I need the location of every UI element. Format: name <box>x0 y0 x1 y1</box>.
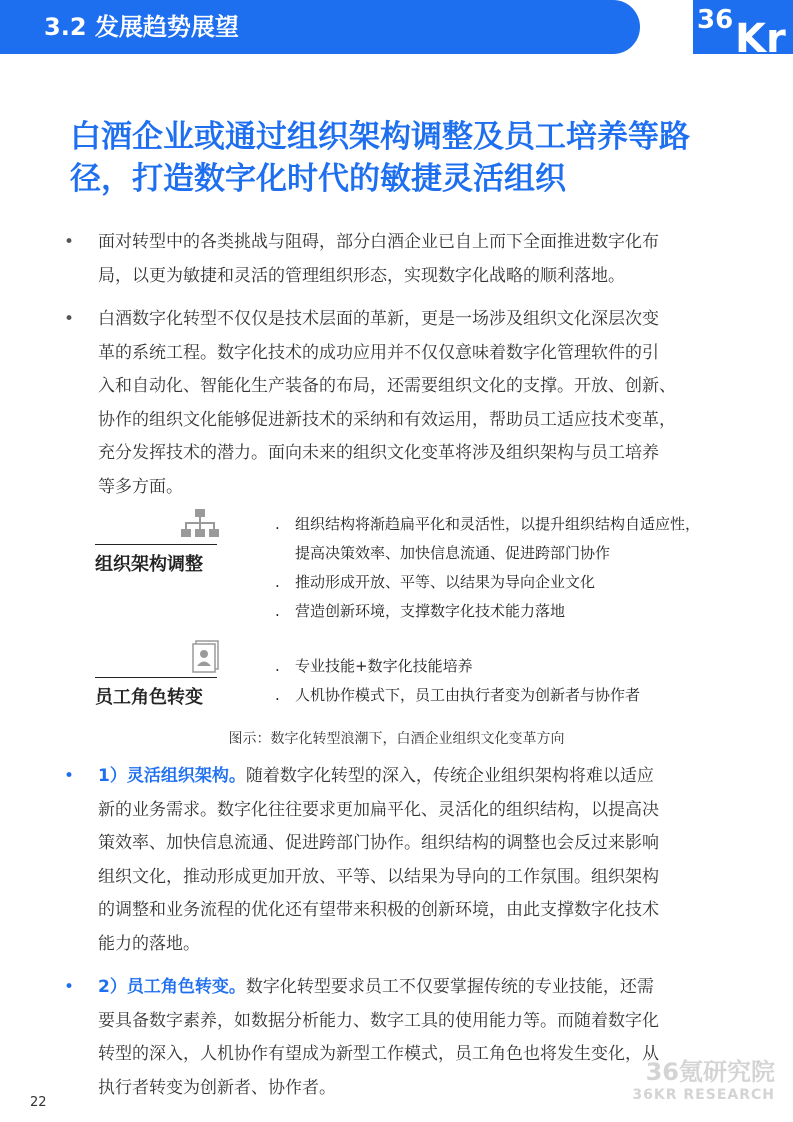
section-title: 3.2 发展趋势展望 <box>44 13 239 41</box>
text-line: 能力的落地。 <box>98 933 200 954</box>
watermark <box>632 1058 775 1104</box>
detail-bullet-1 <box>62 760 742 961</box>
diagram-items-staff <box>273 652 640 710</box>
diagram-items-org <box>273 510 700 626</box>
text-line: 转型的深入，人机协作有望成为新型工作模式，员工角色也将发生变化，从 <box>98 1044 659 1064</box>
section-header-bar <box>0 0 640 54</box>
text-line: 新的业务需求。数字化往往要求更加扁平化、灵活化的组织结构，以提高决 <box>98 799 659 820</box>
detail-title: 1）灵活组织架构。 <box>98 766 246 786</box>
page-number: 22 <box>30 1095 47 1110</box>
watermark-line-2: 36KR RESEARCH <box>632 1087 775 1103</box>
diagram-label-staff: 员工角色转变 <box>95 687 203 708</box>
text-line: 白酒数字化转型不仅仅是技术层面的革新，更是一场涉及组织文化深层次变 <box>98 309 659 329</box>
employee-card-icon <box>189 640 221 676</box>
diagram-org-structure <box>95 508 755 628</box>
page-headline <box>70 116 750 200</box>
text-line: 随着数字化转型的深入，传统企业组织架构将难以适应 <box>245 766 654 786</box>
text-line: 等多方面。 <box>98 476 183 497</box>
bullet-dot-icon: • <box>64 232 75 252</box>
org-chart-icon <box>180 508 220 542</box>
text-line: 局，以更为敏捷和灵活的管理组织形态，实现数字化战略的顺利落地。 <box>98 265 625 286</box>
headline-line-2: 径，打造数字化时代的敏捷灵活组织 <box>70 161 566 197</box>
text-line: 策效率、加快信息流通、促进跨部门协作。组织结构的调整也会反过来影响 <box>98 833 659 853</box>
intro-bullet-1 <box>62 226 742 293</box>
divider-line <box>95 677 217 678</box>
bullet-dot-icon: • <box>64 309 75 329</box>
list-item: 提高决策效率、加快信息流通、促进跨部门协作 <box>295 544 611 562</box>
svg-text:Kr: Kr <box>735 16 786 54</box>
text-line: 革的系统工程。数字化技术的成功应用并不仅仅意味着数字化管理软件的引 <box>98 342 659 363</box>
diagram-label-org: 组织架构调整 <box>95 554 203 575</box>
text-line: 充分发挥技术的潜力。面向未来的组织文化变革将涉及组织架构与员工培养 <box>98 443 659 463</box>
36kr-logo <box>693 0 793 54</box>
list-item: . 人机协作模式下，员工由执行者变为创新者与协作者 <box>275 686 641 704</box>
intro-bullet-2 <box>62 303 742 504</box>
text-line: 执行者转变为创新者、协作者。 <box>98 1077 336 1098</box>
detail-bullet-list <box>62 760 742 1105</box>
diagram-employee-role <box>95 640 755 710</box>
figure-caption: 图示：数字化转型浪潮下，白酒企业组织文化变革方向 <box>228 731 565 747</box>
text-line: 组织文化，推动形成更加开放、平等、以结果为导向的工作氛围。组织架构 <box>98 866 659 887</box>
list-item: . 专业技能+数字化技能培养 <box>275 657 473 675</box>
list-item: . 营造创新环境，支撑数字化技术能力落地 <box>275 602 566 620</box>
text-line: 的调整和业务流程的优化还有望带来积极的创新环境，由此支撑数字化技术 <box>98 900 659 920</box>
headline-line-1: 白酒企业或通过组织架构调整及员工培养等路 <box>70 119 690 155</box>
detail-title: 2）员工角色转变。 <box>98 977 246 997</box>
list-item: . 推动形成开放、平等、以结果为导向企业文化 <box>275 573 596 591</box>
watermark-line-1: 36氪研究院 <box>645 1058 775 1086</box>
divider-line <box>95 544 217 545</box>
intro-bullet-list <box>62 226 742 504</box>
text-line: 数字化转型要求员工不仅要掌握传统的专业技能，还需 <box>245 977 654 997</box>
text-line: 协作的组织文化能够促进新技术的采纳和有效运用，帮助员工适应技术变革， <box>98 409 676 430</box>
text-line: 要具备数字素养，如数据分析能力、数字工具的使用能力等。而随着数字化 <box>98 1010 659 1031</box>
list-item: . 组织结构将渐趋扁平化和灵活性，以提升组织结构自适应性， <box>275 515 701 533</box>
text-line: 入和自动化、智能化生产装备的布局，还需要组织文化的支撑。开放、创新、 <box>98 376 676 396</box>
svg-text:36: 36 <box>697 5 734 35</box>
bullet-dot-icon: • <box>64 977 75 997</box>
bullet-dot-icon: • <box>64 766 75 786</box>
text-line: 面对转型中的各类挑战与阻碍，部分白酒企业已自上而下全面推进数字化布 <box>98 232 659 252</box>
